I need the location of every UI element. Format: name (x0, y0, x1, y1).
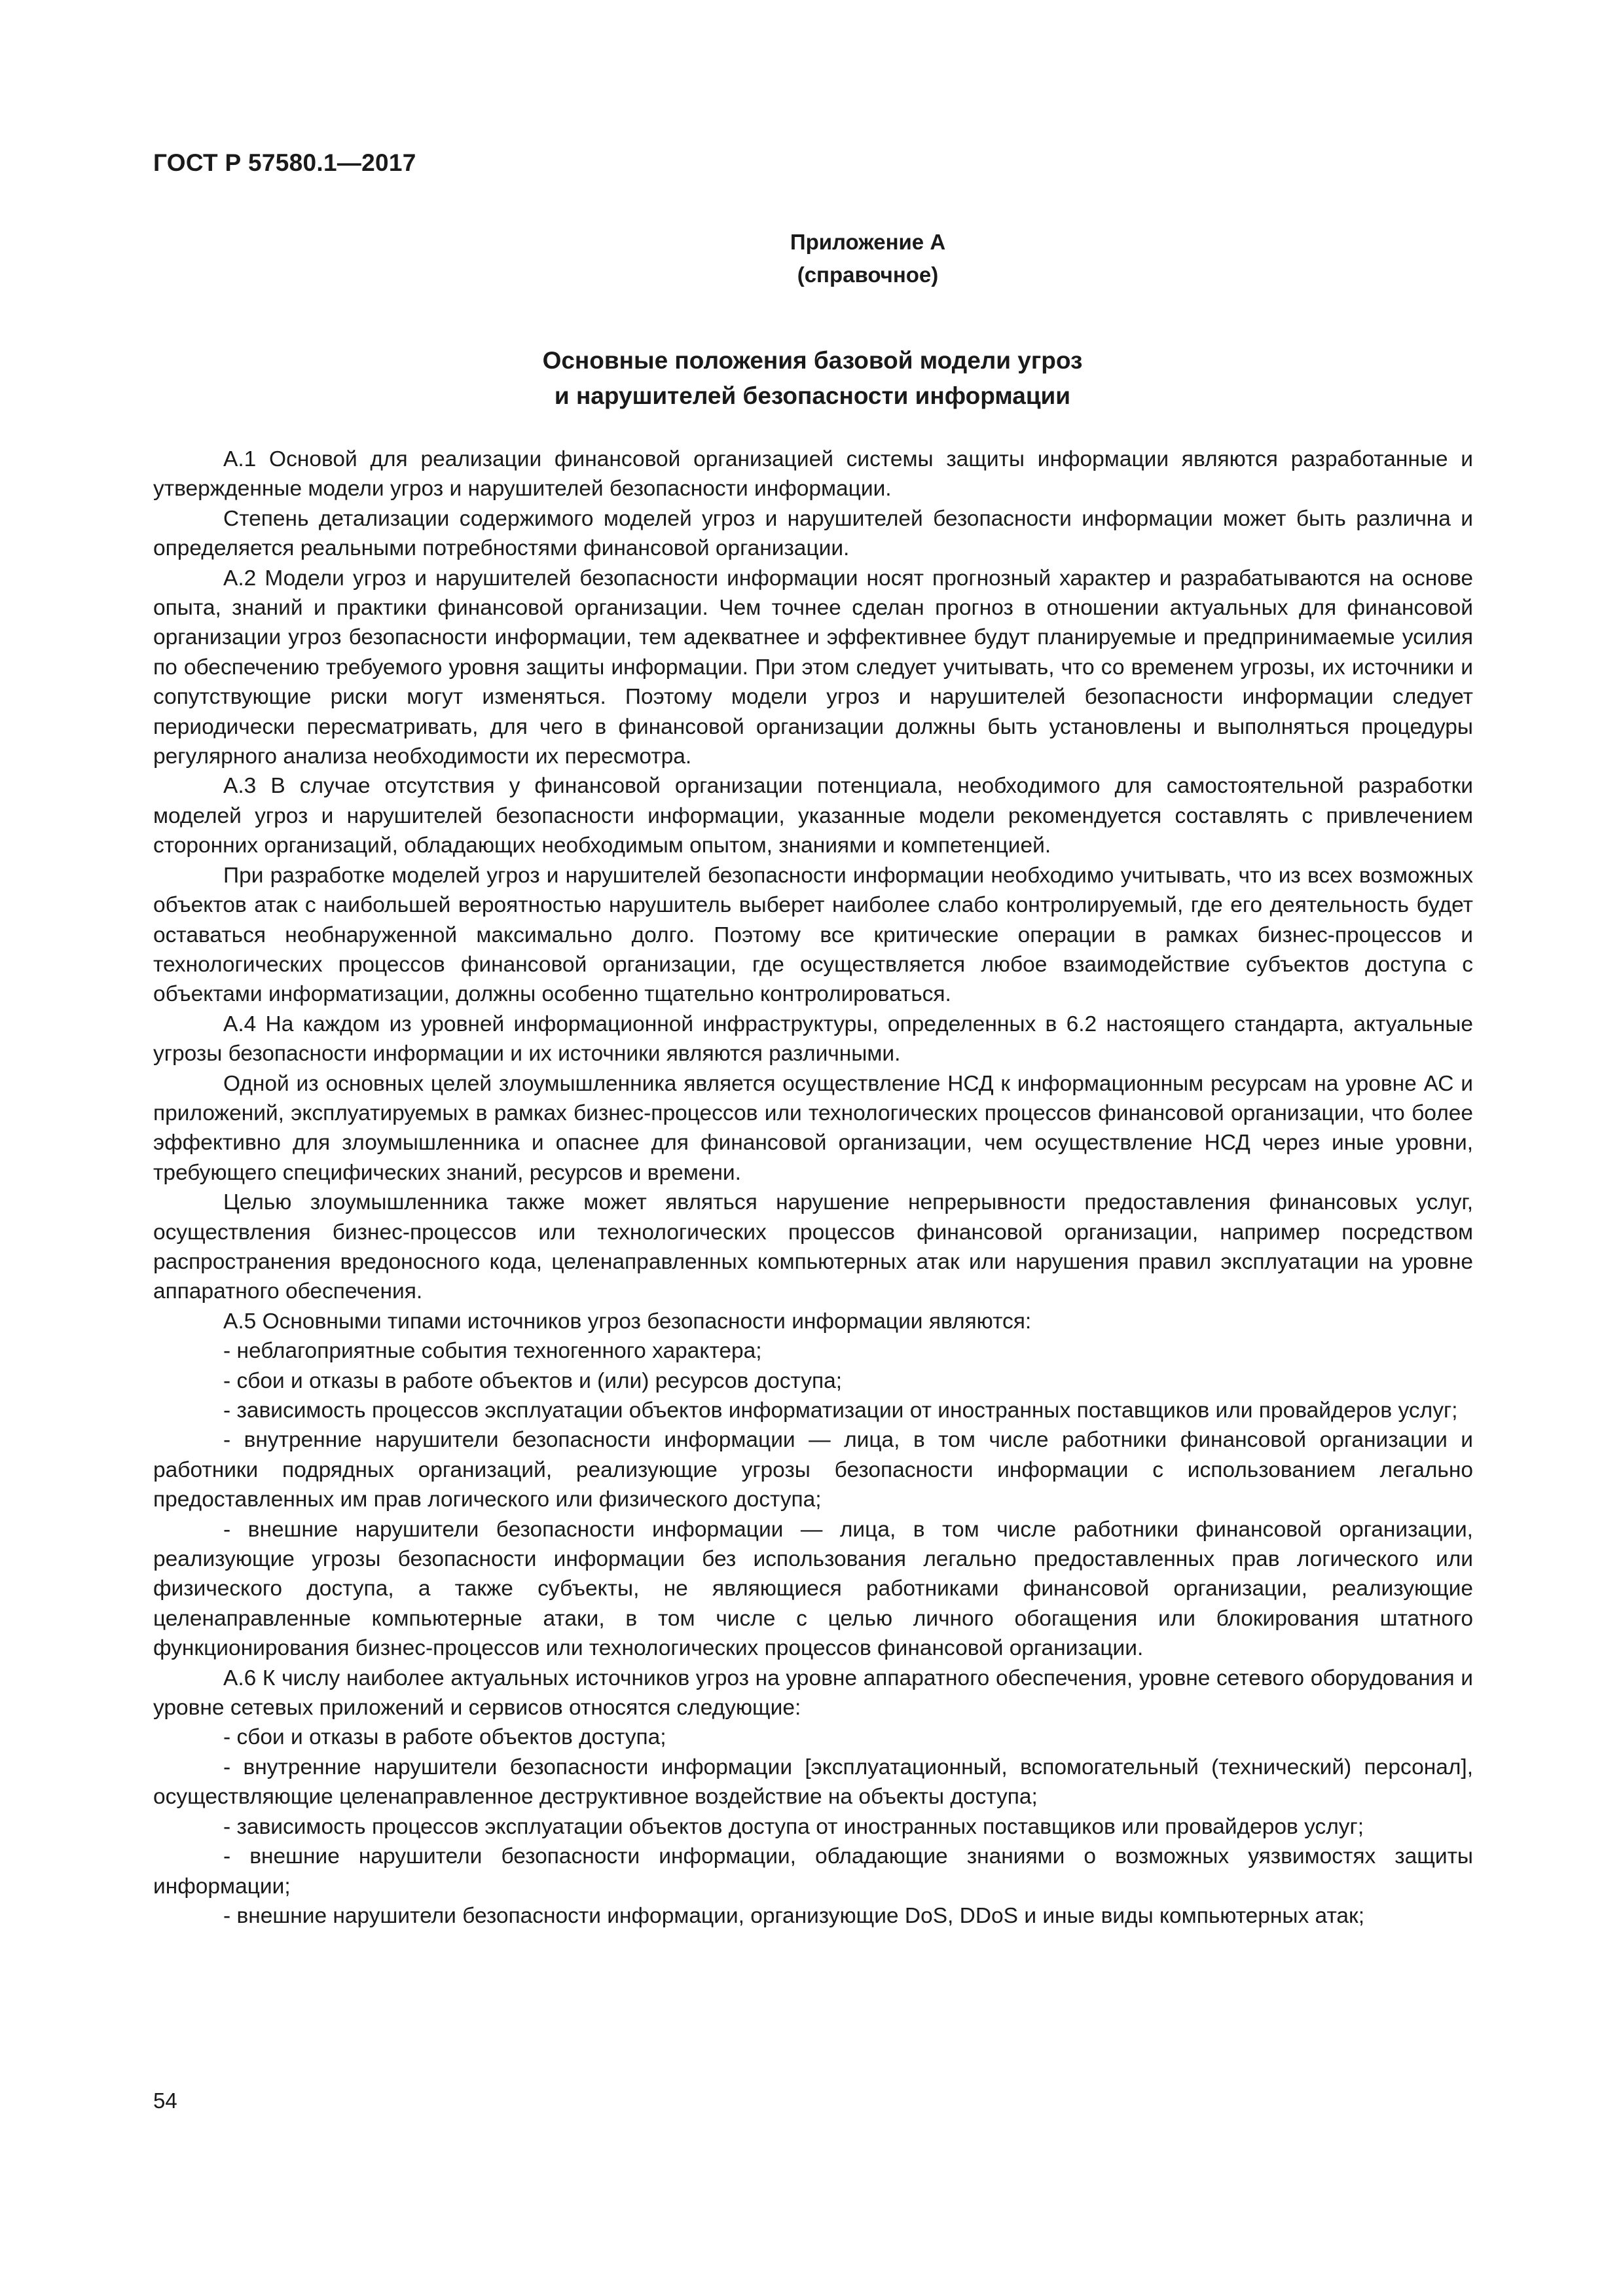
paragraph: А.3 В случае отсутствия у финансовой организации потенциала, необходимого для самостоятельной разработки моделей угроз и нарушителей безопасности информации, указанные модели рекомендуется составлять с привлечением сторонних организаций, обладающих необходимым опытом, знаниями и компетенцией. (153, 774, 1473, 858)
section-title (148, 343, 1477, 414)
standard-header: ГОСТ Р 57580.1—2017 (153, 149, 416, 176)
paragraph: Одной из основных целей злоумышленника является осуществление НСД к информационным ресурсам на уровне АС и приложений, эксплуатируемых в рамках бизнес-процессов или технологических процессов финансовой организации, что более эффективно для злоумышленника и опаснее для финансовой организации, чем осуществление НСД через иные уровни, требующего специфических знаний, ресурсов и времени. (153, 1071, 1473, 1185)
paragraph: А.4 На каждом из уровней информационной инфраструктуры, определенных в 6.2 настоящего стандарта, актуальные угрозы безопасности информации и их источники являются различными. (153, 1011, 1473, 1066)
list-item: - внутренние нарушители безопасности информации [эксплуатационный, вспомогательный (технический) персонал], осуществляющие целенаправленное деструктивное воздействие на объекты доступа; (153, 1755, 1473, 1810)
paragraph: Целью злоумышленника также может являться нарушение непрерывности предоставления финансовых услуг, осуществления бизнес-процессов или технологических процессов финансовой организации, например посредством распространения вредоносного кода, целенаправленных компьютерных атак или нарушения правил эксплуатации на уровне аппаратного обеспечения. (153, 1190, 1473, 1304)
list-item: - внешние нарушители безопасности информации — лица, в том числе работники финансовой организации, реализующие угрозы безопасности информации без использования легально предоставленных прав логического или физического доступа, а также субъекты, не являющиеся работниками финансовой организации, реализующие целенаправленные компьютерные атаки, в том числе с целью личного обогащения или блокирования штатного функционирования бизнес-процессов или технологических процессов финансовой организации. (153, 1517, 1473, 1661)
title-line-1: Основные положения базовой модели угроз (542, 347, 1083, 374)
document-body (153, 445, 1473, 1931)
paragraph: А.1 Основой для реализации финансовой организацией системы защиты информации являются разработанные и утвержденные модели угроз и нарушителей безопасности информации. (153, 447, 1473, 501)
paragraph: А.5 Основными типами источников угроз безопасности информации являются: (223, 1309, 1032, 1334)
list-item: - сбои и отказы в работе объектов доступа; (223, 1725, 666, 1750)
paragraph: Степень детализации содержимого моделей угроз и нарушителей безопасности информации может быть различна и определяется реальными потребностями финансовой организации. (153, 506, 1473, 561)
list-item: - внутренние нарушители безопасности информации — лица, в том числе работники финансовой организации и работники подрядных организаций, реализующие угрозы безопасности информации с использованием легально предоставленных им прав логического или физического доступа; (153, 1428, 1473, 1512)
paragraph: А.2 Модели угроз и нарушителей безопасности информации носят прогнозный характер и разрабатываются на основе опыта, знаний и практики финансовой организации. Чем точнее сделан прогноз в отношении актуальных для финансовой организации угроз безопасности информации, тем адекватнее и эффективнее будут планируемые и предпринимаемые усилия по обеспечению требуемого уровня защиты информации. При этом следует учитывать, что со временем угрозы, их источники и сопутствующие риски могут изменяться. Поэтому модели угроз и нарушителей безопасности информации следует периодически пересматривать, для чего в финансовой организации должны быть установлены и выполняться процедуры регулярного анализа необходимости их пересмотра. (153, 566, 1473, 769)
list-item: - внешние нарушители безопасности информации, организующие DoS, DDoS и иные виды компьютерных атак; (223, 1903, 1365, 1928)
list-item: - внешние нарушители безопасности информации, обладающие знаниями о возможных уязвимостях защиты информации; (153, 1844, 1473, 1899)
appendix-type: (справочное) (797, 263, 939, 287)
list-item: - неблагоприятные события техногенного характера; (223, 1339, 762, 1364)
paragraph: При разработке моделей угроз и нарушителей безопасности информации необходимо учитывать, что из всех возможных объектов атак с наибольшей вероятностью нарушитель выберет наиболее слабо контролируемый, где его деятельность будет оставаться необнаруженной максимально долго. Поэтому все критические операции в рамках бизнес-процессов и технологических процессов финансовой организации, где осуществляется любое взаимодействие субъектов доступа с объектами информатизации, должны особенно тщательно контролироваться. (153, 863, 1473, 1007)
list-item: - зависимость процессов эксплуатации объектов доступа от иностранных поставщиков или провайдеров услуг; (223, 1814, 1364, 1839)
paragraph: А.6 К числу наиболее актуальных источников угроз на уровне аппаратного обеспечения, уровне сетевого оборудования и уровне сетевых приложений и сервисов относятся следующие: (153, 1666, 1473, 1721)
list-item: - сбои и отказы в работе объектов и (или) ресурсов доступа; (223, 1368, 843, 1393)
title-line-2: и нарушителей безопасности информации (554, 382, 1071, 409)
page-number: 54 (153, 2088, 177, 2113)
list-item: - зависимость процессов эксплуатации объектов информатизации от иностранных поставщиков или провайдеров услуг; (223, 1398, 1458, 1423)
appendix-label: Приложение А (790, 230, 946, 254)
